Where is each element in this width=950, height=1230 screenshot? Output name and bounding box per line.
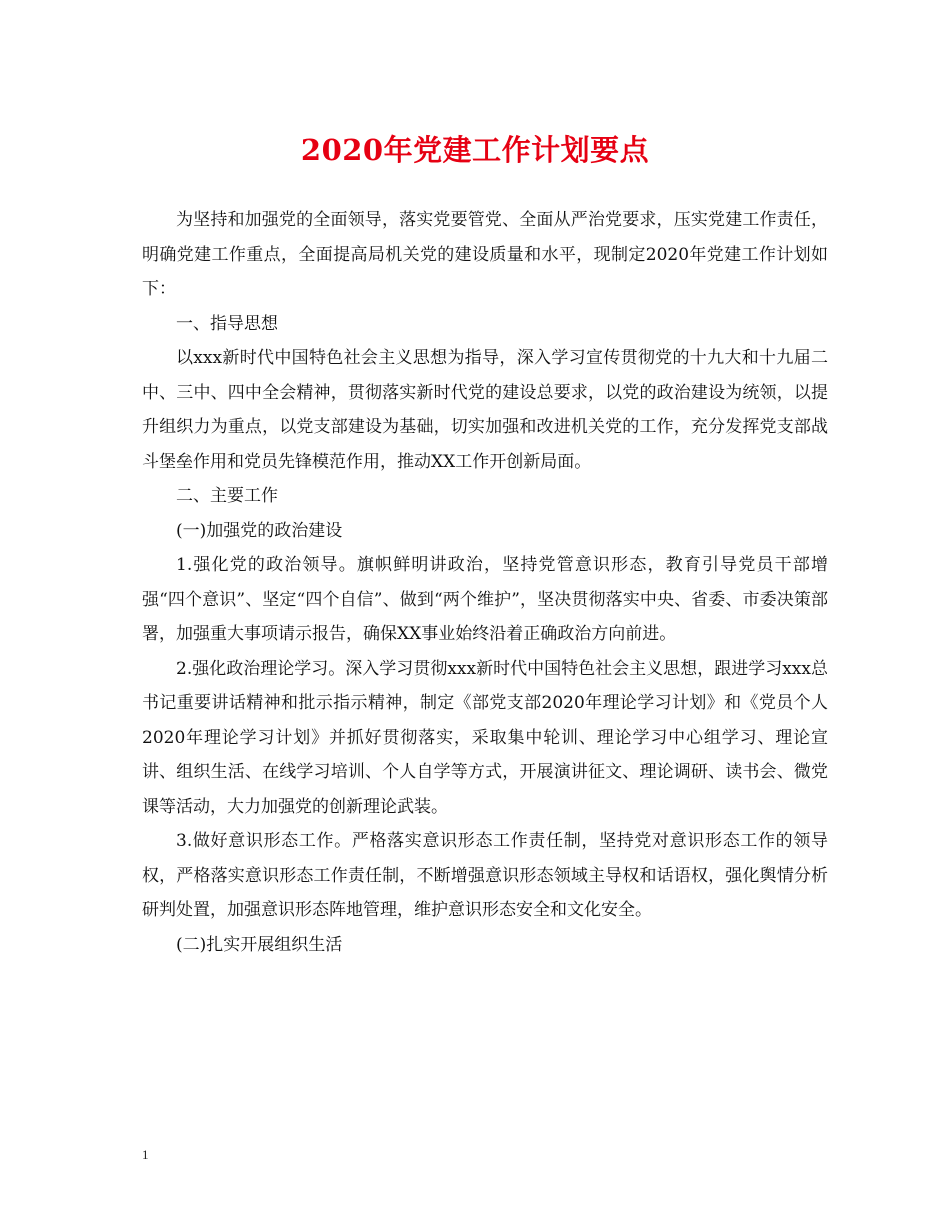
subsection-heading-organizational-life: (二)扎实开展组织生活 (176, 934, 343, 955)
guiding-ideology-paragraph: 以xxx新时代中国特色社会主义思想为指导，深入学习宣传贯彻党的十九大和十九届二中、三中、四中全会精神，贯彻落实新时代党的建设总要求，以党的政治建设为统领，以提升组织力为重点，以党支部建设为基础，切实加强和改进机关党的工作，充分发挥党支部战斗堡垒作用和党员先锋模范作用，推动XX工作开创新局面。 (142, 348, 828, 472)
item-paragraph-3: 3.做好意识形态工作。严格落实意识形态工作责任制，坚持党对意识形态工作的领导权，严格落实意识形态工作责任制，不断增强意识形态领域主导权和话语权，强化舆情分析研判处置，加强意识形态阵地管理，维护意识形态安全和文化安全。 (142, 831, 828, 920)
section-heading-guiding-ideology: 一、指导思想 (176, 313, 278, 334)
document-body (142, 203, 828, 962)
subsection-heading-political-building: (一)加强党的政治建设 (176, 520, 343, 541)
item-paragraph-1: 1.强化党的政治领导。旗帜鲜明讲政治，坚持党管意识形态，教育引导党员干部增强“四个意识”、坚定“四个自信”、做到“两个维护”，坚决贯彻落实中央、省委、市委决策部署，加强重大事项请示报告，确保XX事业始终沿着正确政治方向前进。 (142, 555, 828, 644)
item-paragraph-2: 2.强化政治理论学习。深入学习贯彻xxx新时代中国特色社会主义思想，跟进学习xxx总书记重要讲话精神和批示指示精神，制定《部党支部2020年理论学习计划》和《党员个人2020年理论学习计划》并抓好贯彻落实，采取集中轮训、理论学习中心组学习、理论宣讲、组织生活、在线学习培训、个人自学等方式，开展演讲征文、理论调研、读书会、微党课等活动，大力加强党的创新理论武装。 (142, 658, 828, 817)
document-title: 2020年党建工作计划要点 (300, 133, 650, 167)
intro-paragraph: 为坚持和加强党的全面领导，落实党要管党、全面从严治党要求，压实党建工作责任，明确党建工作重点，全面提高局机关党的建设质量和水平，现制定2020年党建工作计划如下： (142, 210, 828, 299)
page-number: 1 (142, 1147, 149, 1162)
section-heading-main-work: 二、主要工作 (176, 486, 278, 506)
